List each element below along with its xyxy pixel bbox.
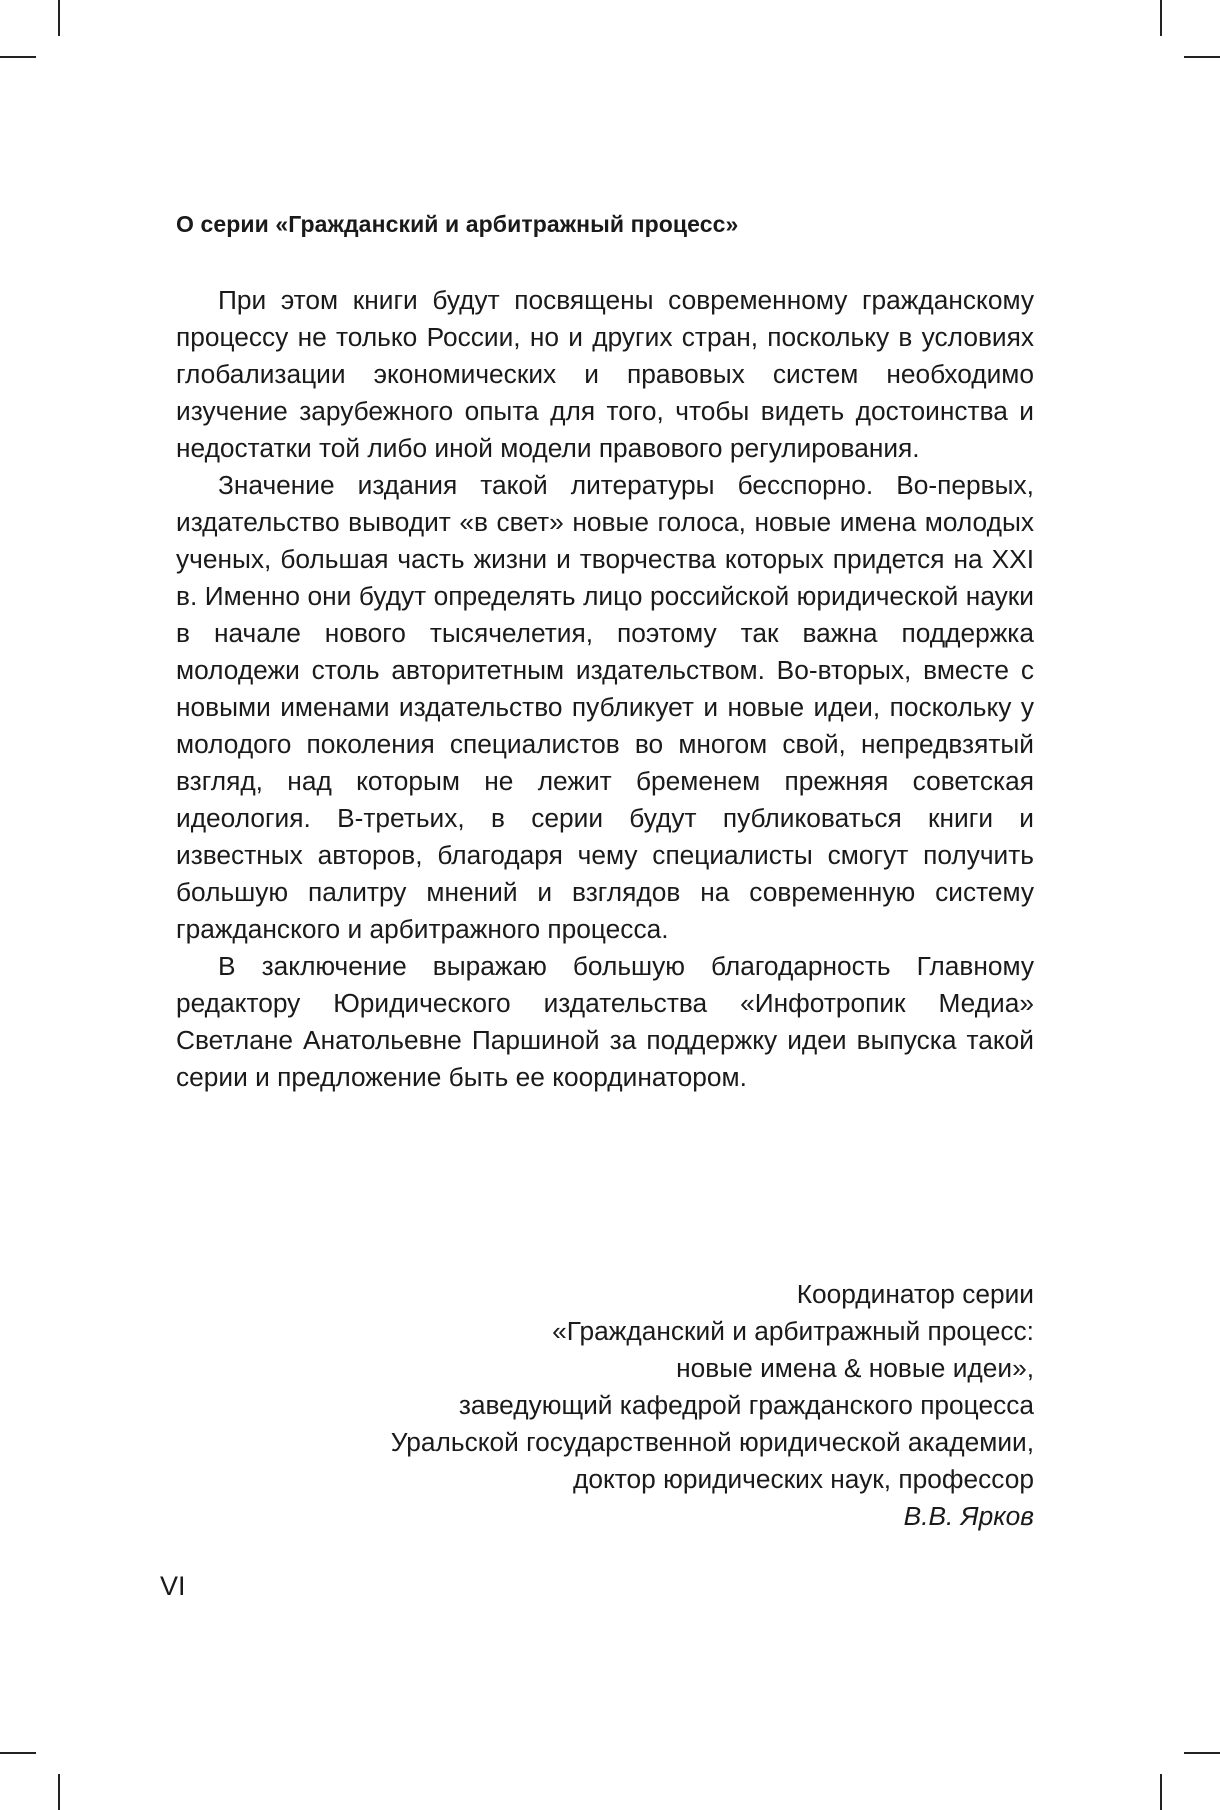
signature-series-name: «Гражданский и арбитражный процесс: (552, 1316, 1034, 1346)
crop-mark-bottom-right-horizontal (1184, 1752, 1220, 1754)
signature-role: Координатор серии (796, 1279, 1034, 1309)
signature-position: заведующий кафедрой гражданского процесса (458, 1390, 1034, 1420)
signature-series-subtitle: новые имена & новые идеи», (676, 1353, 1034, 1383)
signature-degree: доктор юридических наук, профессор (573, 1464, 1034, 1494)
paragraph-significance: Значение издания такой литературы бесспорно. Во-первых, издательство выводит «в свет» новые голоса, новые имена молодых ученых, большая часть жизни и творчества которых придется на XXI в. Именно они будут определять лицо российской юридической науки в начале нового тысячелетия, поэтому так важна поддержка молодежи столь авторитетным издательством. Во-вторых, вместе с новыми именами издательство публикует и новые идеи, поскольку у молодого поколения специалистов во многом свой, непредвзятый взгляд, над которым не лежит бременем прежняя советская идеология. В-третьих, в серии будут публиковаться книги и известных авторов, благодаря чему специалисты смогут получить большую палитру мнений и взглядов на современную систему гражданского и арбитражного процесса. (176, 470, 1034, 944)
crop-mark-bottom-left-horizontal (0, 1752, 36, 1754)
page-number: VI (160, 1571, 186, 1601)
signature-institution: Уральской государственной юридической академии, (390, 1427, 1034, 1457)
section-title: О серии «Гражданский и арбитражный процесс» (176, 211, 739, 237)
crop-mark-bottom-right-vertical (1160, 1774, 1162, 1810)
crop-mark-bottom-left-vertical (58, 1774, 60, 1810)
signature-block (176, 1276, 1034, 1535)
crop-mark-top-left-vertical (58, 0, 60, 36)
paragraph-scope: При этом книги будут посвящены современному гражданскому процессу не только России, но и других стран, поскольку в условиях глобализации экономических и правовых систем необходимо изучение зарубежного опыта для того, чтобы видеть достоинства и недостатки той либо иной модели правового регулирования. (176, 285, 1034, 463)
crop-mark-top-right-vertical (1160, 0, 1162, 36)
crop-mark-top-left-horizontal (0, 56, 36, 58)
body-text (176, 282, 1034, 1096)
crop-mark-top-right-horizontal (1184, 56, 1220, 58)
page-content (176, 208, 1034, 1096)
paragraph-acknowledgement: В заключение выражаю большую благодарность Главному редактору Юридического издательства «Инфотропик Медиа» Светлане Анатольевне Паршиной за поддержку идеи выпуска такой серии и предложение быть ее координатором. (176, 951, 1034, 1092)
signature-author: В.В. Ярков (903, 1501, 1034, 1531)
